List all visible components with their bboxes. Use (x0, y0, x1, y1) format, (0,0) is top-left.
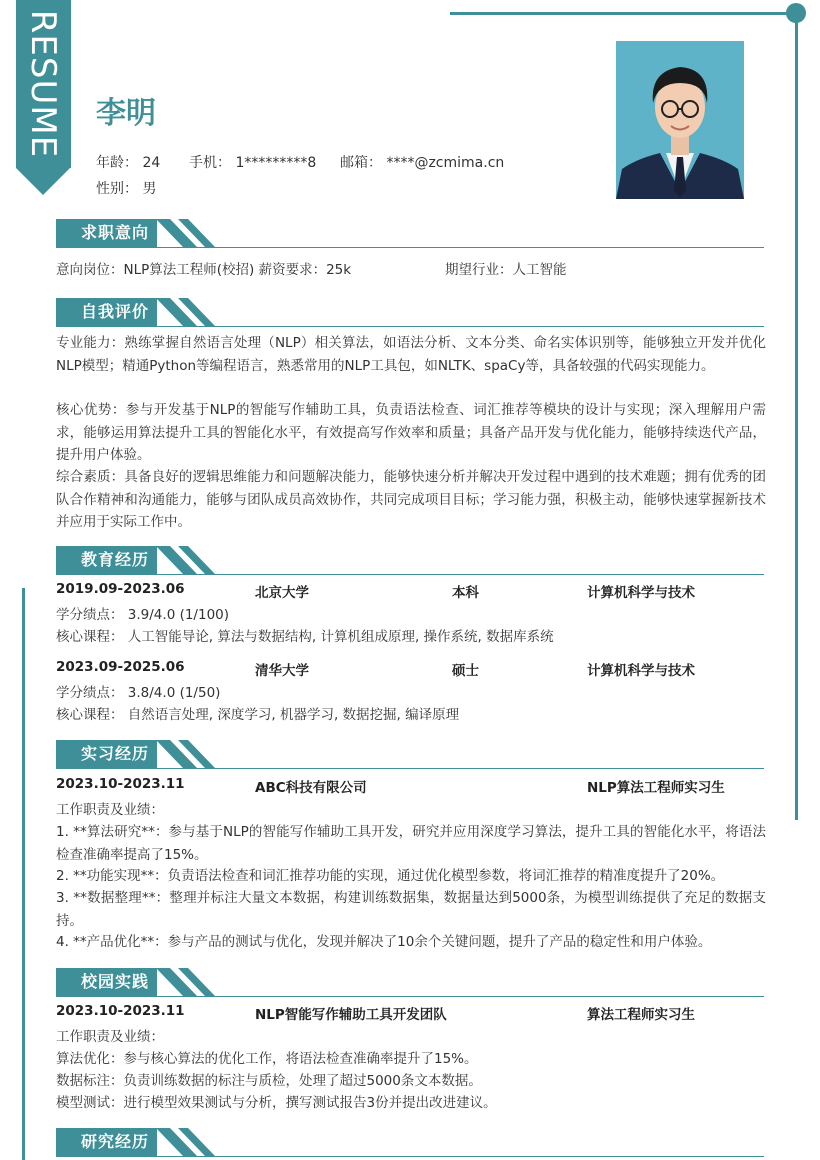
edu-row: 2023.09-2025.06 清华大学 硕士 计算机科学与技术 (56, 659, 695, 679)
stripe-decor-icon (156, 740, 216, 768)
intern-item: 2. **功能实现**：负责语法检查和词汇推荐功能的实现，通过优化模型参数，将词汇推荐的精准度提升了20%。 (56, 868, 725, 884)
resume-ribbon-tip (16, 168, 70, 195)
section-header-campus: 校园实践 (56, 968, 764, 998)
section-header-self: 自我评价 (56, 298, 764, 328)
stripe-decor-icon (156, 546, 216, 574)
stripe-decor-icon (156, 968, 216, 996)
stripe-decor-icon (156, 1128, 216, 1156)
intent-industry: 期望行业：人工智能 (445, 262, 567, 278)
candidate-name: 李明 (96, 96, 156, 131)
campus-heading: 工作职责及业绩： (56, 1029, 164, 1045)
self-eval-quality: 综合素质：具备良好的逻辑思维能力和问题解决能力，能够快速分析并解决开发过程中遇到的技术难题；拥有优秀的团队合作精神和沟通能力，能够与团队成员高效协作，共同完成项目目标；学习能力强，积极主动，能够快速掌握新技术并应用于实际工作中。 (56, 469, 766, 530)
intern-item: 3. **数据整理**：整理并标注大量文本数据，构建训练数据集，数据量达到5000条，为模型训练提供了充足的数据支持。 (56, 890, 766, 929)
campus-item: 数据标注：负责训练数据的标注与质检，处理了超过5000条文本数据。 (56, 1073, 482, 1089)
intern-heading: 工作职责及业绩： (56, 802, 164, 818)
info-age: 年龄： 24 (96, 155, 161, 171)
section-header-intent: 求职意向 (56, 219, 764, 249)
info-gender: 性别： 男 (96, 181, 157, 197)
self-eval-professional: 专业能力：熟练掌握自然语言处理（NLP）相关算法，如语法分析、文本分类、命名实体识别等，能够独立开发并优化NLP模型；精通Python等编程语言，熟悉常用的NLP工具包，如NLTK、spaCy等，具备较强的代码实现能力。 (56, 335, 766, 374)
stripe-decor-icon (156, 219, 216, 247)
intent-position: 意向岗位：NLP算法工程师(校招) 薪资要求：25k (56, 262, 352, 278)
edu-gpa: 学分绩点： 3.8/4.0 (1/50) (56, 685, 221, 701)
intern-item: 1. **算法研究**：参与基于NLP的智能写作辅助工具开发，研究并应用深度学习算法，提升工具的智能化水平，将语法检查准确率提高了15%。 (56, 824, 766, 863)
section-header-edu: 教育经历 (56, 546, 764, 576)
self-eval-advantage: 核心优势：参与开发基于NLP的智能写作辅助工具，负责语法检查、词汇推荐等模块的设计与实现；深入理解用户需求，能够运用算法提升工具的智能化水平，有效提高写作效率和质量；具备产品开发与优化能力，能够持续迭代产品，提升用户体验。 (56, 402, 766, 463)
intern-item: 4. **产品优化**：参与产品的测试与优化，发现并解决了10余个关键问题，提升了产品的稳定性和用户体验。 (56, 934, 712, 950)
intern-row: 2023.10-2023.11 ABC科技有限公司 NLP算法工程师实习生 (56, 776, 725, 796)
section-header-research: 研究经历 (56, 1128, 764, 1158)
section-header-intern: 实习经历 (56, 740, 764, 770)
edu-gpa: 学分绩点： 3.9/4.0 (1/100) (56, 607, 230, 623)
info-phone: 手机： 1*********8 (189, 155, 317, 171)
campus-row: 2023.10-2023.11 NLP智能写作辅助工具开发团队 算法工程师实习生 (56, 1003, 695, 1023)
profile-photo (616, 41, 744, 199)
left-decor-line (22, 588, 25, 1160)
campus-item: 模型测试：进行模型效果测试与分析，撰写测试报告3份并提出改进建议。 (56, 1095, 497, 1111)
stripe-decor-icon (156, 298, 216, 326)
top-decor-line (450, 12, 796, 15)
edu-courses: 核心课程： 自然语言处理, 深度学习, 机器学习, 数据挖掘, 编译原理 (56, 707, 460, 723)
right-decor-line (795, 12, 798, 820)
resume-ribbon-label: RESUME (23, 9, 64, 159)
campus-item: 算法优化：参与核心算法的优化工作，将语法检查准确率提升了15%。 (56, 1051, 478, 1067)
info-email: 邮箱： ****@zcmima.cn (340, 155, 505, 171)
edu-row: 2019.09-2023.06 北京大学 本科 计算机科学与技术 (56, 581, 695, 601)
edu-courses: 核心课程： 人工智能导论, 算法与数据结构, 计算机组成原理, 操作系统, 数据库系统 (56, 629, 554, 645)
person-avatar-icon (616, 41, 744, 199)
